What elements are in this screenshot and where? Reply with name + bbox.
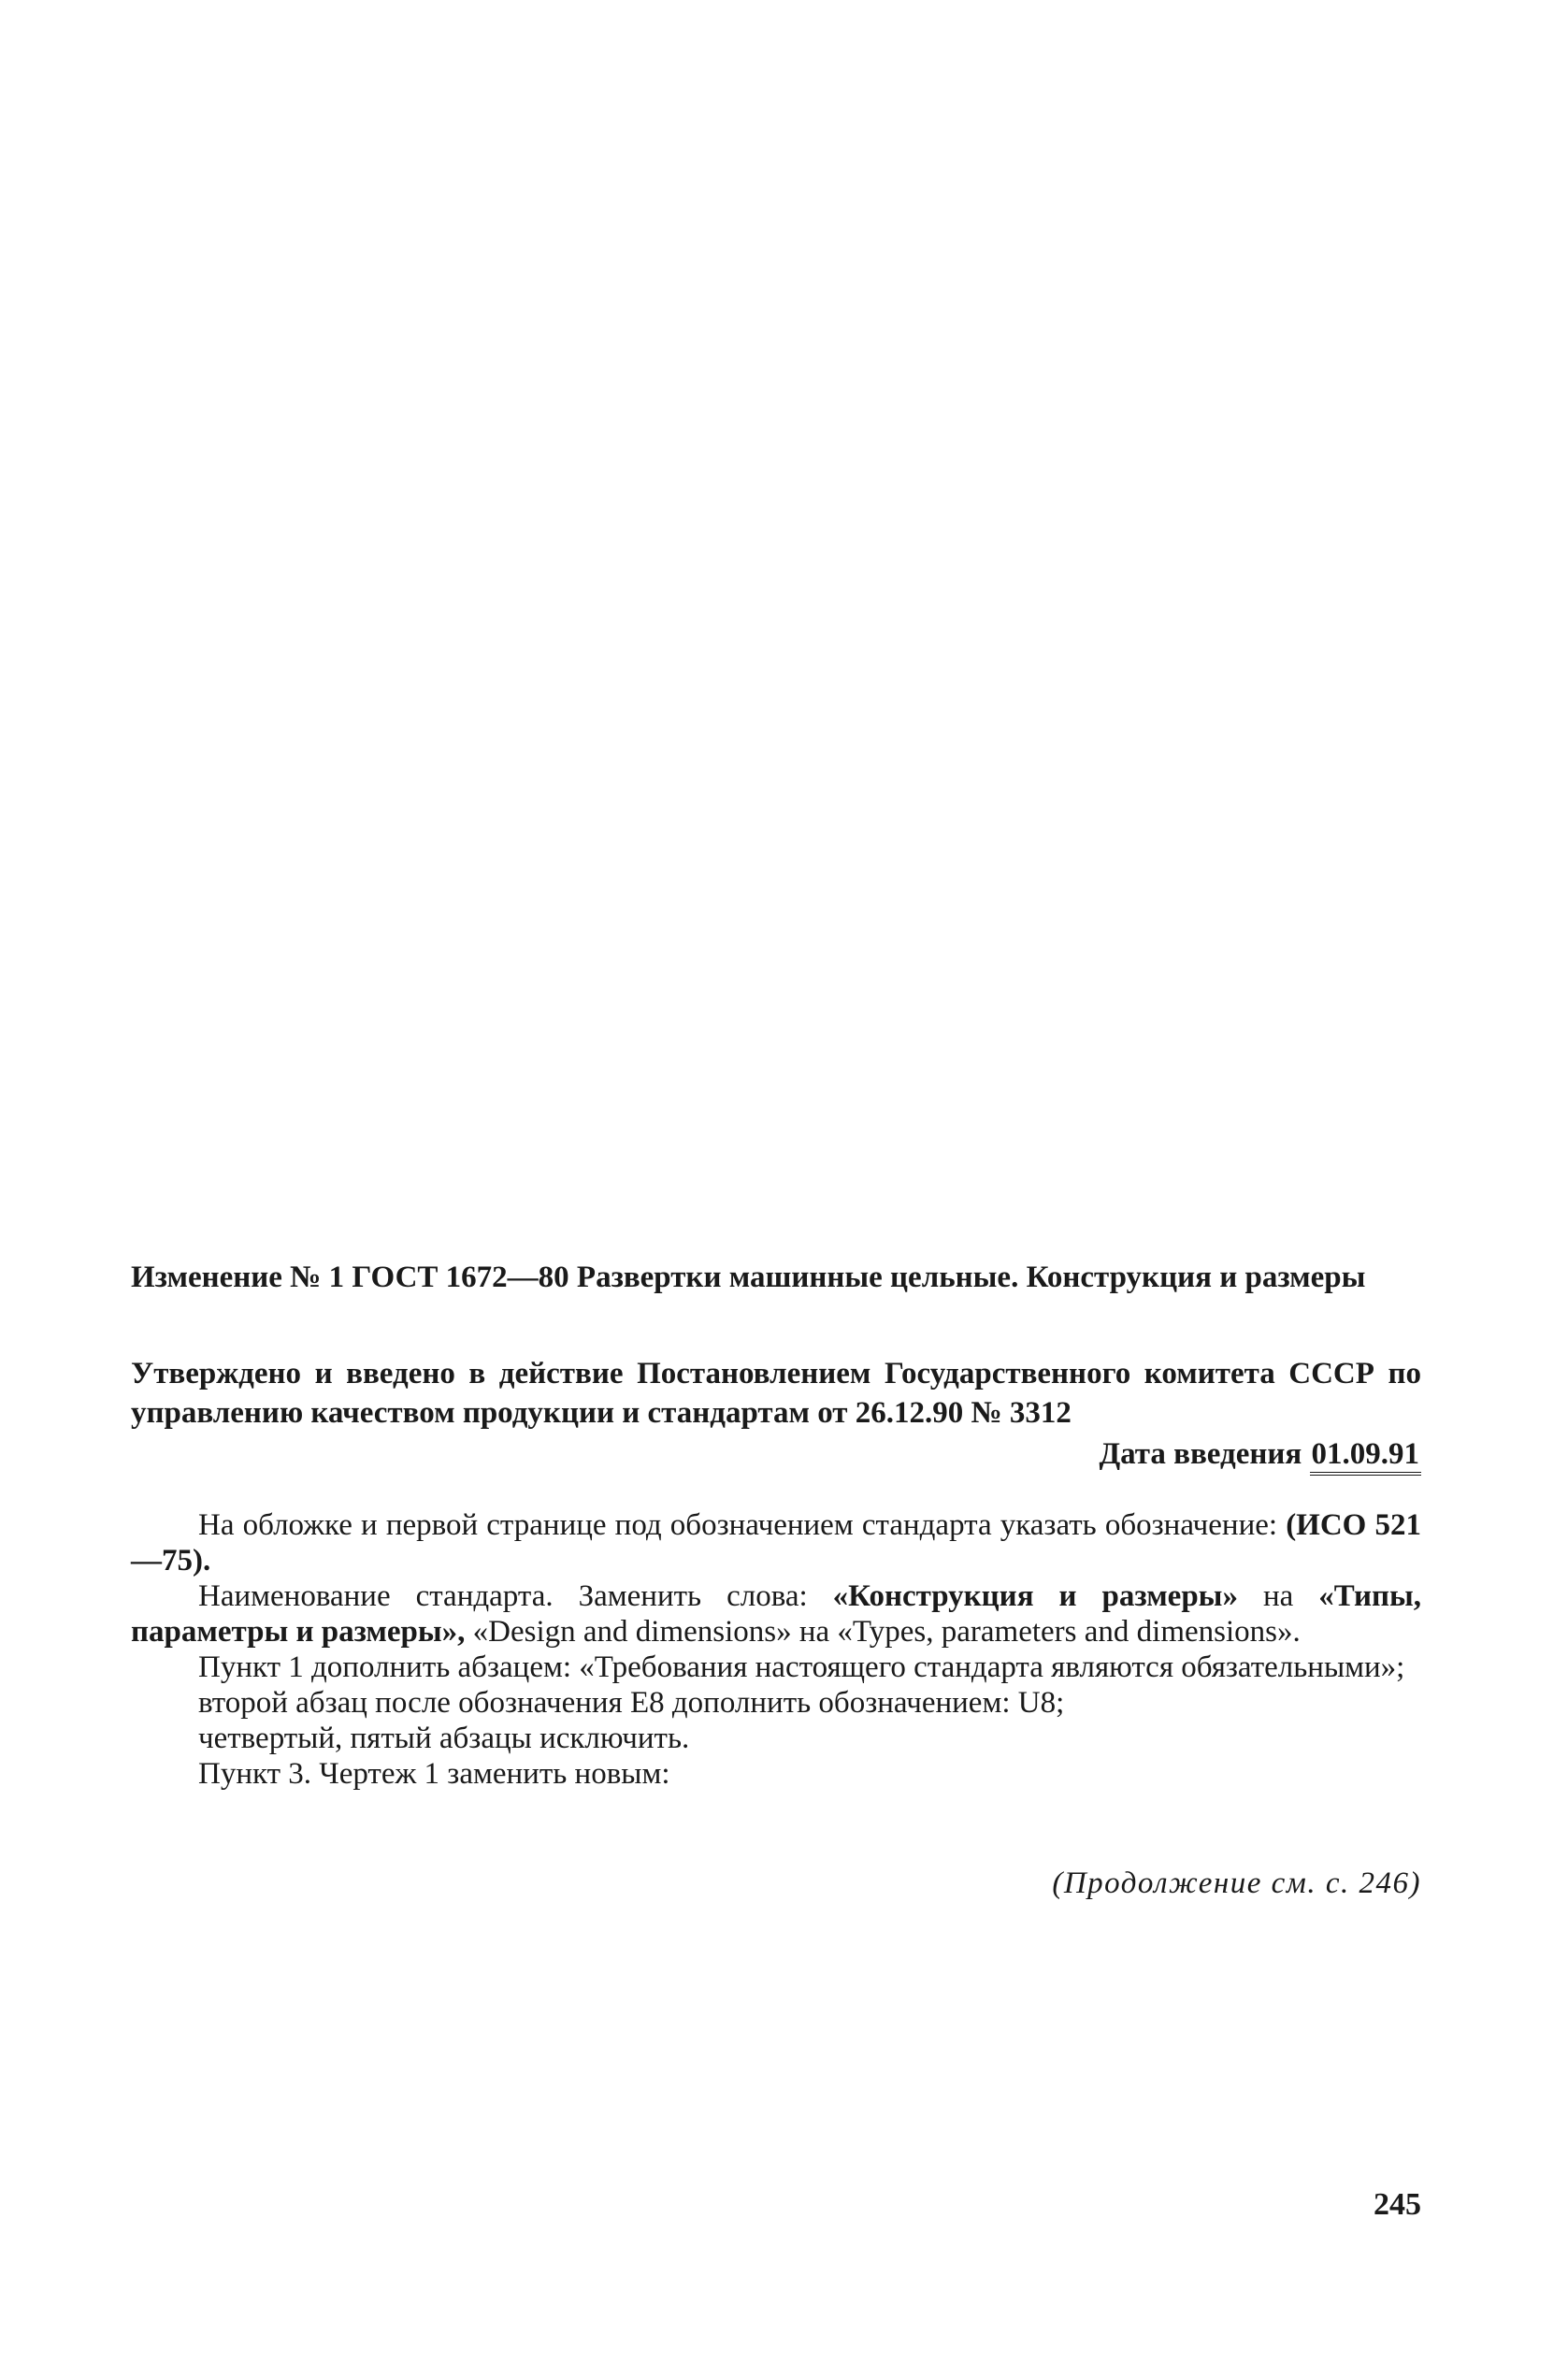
paragraph-item-1: Пункт 1 дополнить абзацем: «Требования настоящего стандарта являются обязательными»; [198, 1650, 1405, 1684]
paragraph-text: Наименование стандарта. Заменить слова: [198, 1579, 833, 1613]
effective-date: 01.09.91 [1310, 1436, 1422, 1476]
paragraph-cover-designation [131, 1507, 1421, 1578]
paragraph-text: «Design and dimensions» на «Types, parameters and dimensions». [465, 1615, 1301, 1649]
approval-statement: Утверждено и введено в действие Постановлением Государственного комитета СССР по управлению качеством продукции и стандартам от 26.12.90 № 3312 [131, 1357, 1421, 1430]
continuation-note: (Продолжение см. с. 246) [1052, 1866, 1421, 1900]
effective-date-label: Дата введения [1099, 1437, 1302, 1471]
new-name-ru: «Типы, параметры и размеры», [131, 1579, 1421, 1649]
old-name-ru: «Конструкция и размеры» [832, 1579, 1238, 1613]
change-body [131, 1507, 1421, 1792]
effective-date-line [1099, 1434, 1421, 1476]
iso-designation: (ИСО 521—75). [131, 1508, 1421, 1578]
paragraph-exclude: четвертый, пятый абзацы исключить. [198, 1722, 690, 1755]
paragraph-standard-name [131, 1578, 1421, 1650]
paragraph-text: На обложке и первой странице под обозначением стандарта указать обозначение: [198, 1508, 1287, 1542]
paragraph-item-3: Пункт 3. Чертеж 1 заменить новым: [198, 1757, 670, 1791]
page-number: 245 [1374, 2187, 1421, 2222]
change-title: Изменение № 1 ГОСТ 1672—80 Развертки машинные цельные. Конструкция и размеры [131, 1261, 1366, 1294]
paragraph-second-abzac: второй абзац после обозначения E8 дополнить обозначением: U8; [198, 1686, 1065, 1720]
paragraph-text: на [1237, 1579, 1319, 1613]
